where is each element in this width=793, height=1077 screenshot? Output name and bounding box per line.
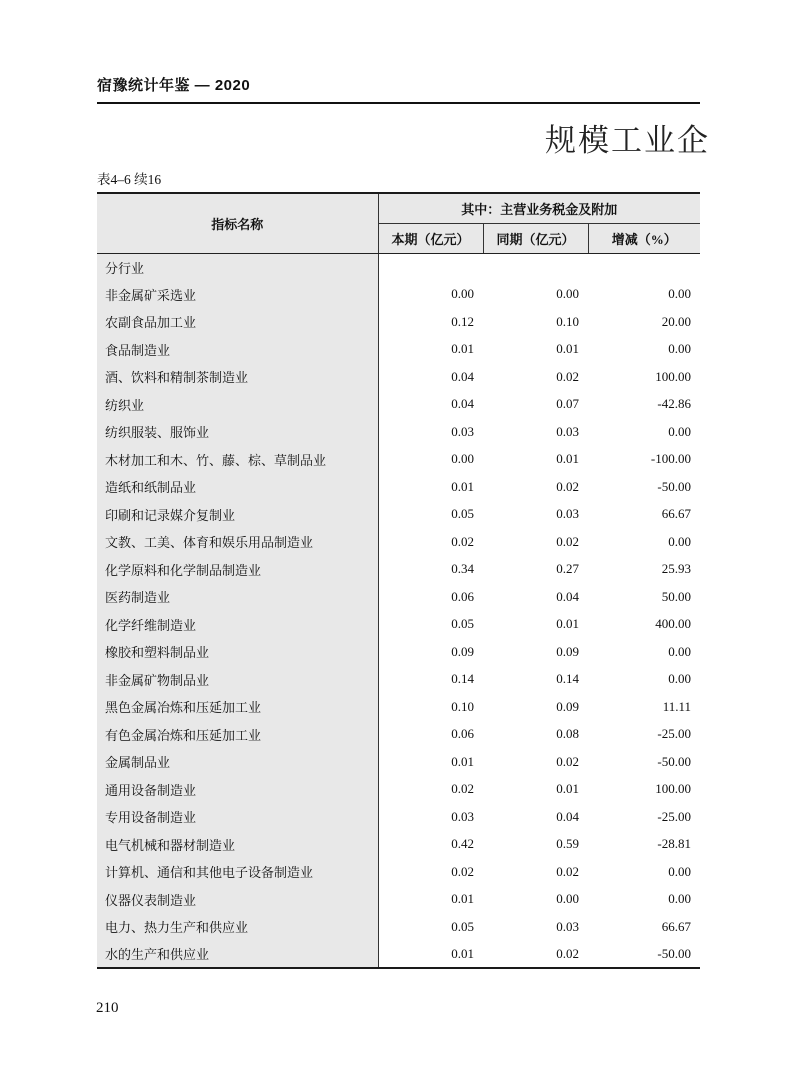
change-value-cell: -25.00 — [588, 803, 700, 831]
change-value-cell: 0.00 — [588, 281, 700, 309]
change-value-cell: 66.67 — [588, 501, 700, 529]
current-value-cell: 0.34 — [378, 556, 483, 584]
indicator-name-cell: 非金属矿采选业 — [97, 281, 378, 309]
table-row — [97, 941, 700, 969]
current-value-cell: 0.10 — [378, 693, 483, 721]
current-value-cell — [378, 253, 483, 281]
change-value-cell: -100.00 — [588, 446, 700, 474]
table-row — [97, 831, 700, 859]
indicator-name-cell: 专用设备制造业 — [97, 803, 378, 831]
current-value-cell: 0.02 — [378, 858, 483, 886]
indicator-name-cell: 仪器仪表制造业 — [97, 886, 378, 914]
table-row — [97, 858, 700, 886]
previous-value-cell: 0.01 — [483, 446, 588, 474]
previous-value-cell: 0.03 — [483, 418, 588, 446]
indicator-name-cell: 金属制品业 — [97, 748, 378, 776]
previous-value-cell: 0.14 — [483, 666, 588, 694]
change-value-cell: 0.00 — [588, 336, 700, 364]
current-value-cell: 0.42 — [378, 831, 483, 859]
current-value-cell: 0.01 — [378, 336, 483, 364]
current-value-cell: 0.03 — [378, 803, 483, 831]
change-value-cell: -28.81 — [588, 831, 700, 859]
table-row — [97, 418, 700, 446]
previous-value-cell: 0.27 — [483, 556, 588, 584]
indicator-name-cell: 非金属矿物制品业 — [97, 666, 378, 694]
indicator-name-cell: 纺织业 — [97, 391, 378, 419]
previous-value-cell: 0.01 — [483, 776, 588, 804]
table-row — [97, 446, 700, 474]
indicator-name-cell: 纺织服装、服饰业 — [97, 418, 378, 446]
change-value-cell: 0.00 — [588, 666, 700, 694]
current-value-cell: 0.01 — [378, 748, 483, 776]
table-row — [97, 391, 700, 419]
table-body — [97, 253, 700, 968]
change-value-cell: -50.00 — [588, 748, 700, 776]
indicator-name-cell: 医药制造业 — [97, 583, 378, 611]
current-value-cell: 0.01 — [378, 941, 483, 969]
current-value-cell: 0.14 — [378, 666, 483, 694]
change-value-cell: 50.00 — [588, 583, 700, 611]
previous-value-cell: 0.10 — [483, 308, 588, 336]
table-row — [97, 556, 700, 584]
indicator-name-cell: 黑色金属冶炼和压延加工业 — [97, 693, 378, 721]
previous-value-cell: 0.07 — [483, 391, 588, 419]
change-value-cell: 66.67 — [588, 913, 700, 941]
change-value-cell: 0.00 — [588, 418, 700, 446]
change-value-cell: 0.00 — [588, 638, 700, 666]
change-value-cell: -42.86 — [588, 391, 700, 419]
page-number: 210 — [96, 1000, 119, 1016]
indicator-name-cell: 有色金属冶炼和压延加工业 — [97, 721, 378, 749]
indicator-name-cell: 水的生产和供应业 — [97, 941, 378, 969]
change-value-cell: 20.00 — [588, 308, 700, 336]
current-value-cell: 0.02 — [378, 528, 483, 556]
table-row — [97, 666, 700, 694]
previous-value-cell: 0.00 — [483, 281, 588, 309]
table-row — [97, 501, 700, 529]
indicator-name-cell: 通用设备制造业 — [97, 776, 378, 804]
current-value-cell: 0.04 — [378, 391, 483, 419]
current-value-cell: 0.05 — [378, 913, 483, 941]
table-row — [97, 611, 700, 639]
previous-value-cell: 0.02 — [483, 858, 588, 886]
previous-value-cell: 0.59 — [483, 831, 588, 859]
previous-value-cell: 0.08 — [483, 721, 588, 749]
current-value-cell: 0.09 — [378, 638, 483, 666]
indicator-name-cell: 木材加工和木、竹、藤、棕、草制品业 — [97, 446, 378, 474]
page-title: 规模工业企 — [545, 123, 710, 158]
current-value-cell: 0.02 — [378, 776, 483, 804]
indicator-name-cell: 印刷和记录媒介复制业 — [97, 501, 378, 529]
previous-value-cell: 0.09 — [483, 693, 588, 721]
table-row — [97, 336, 700, 364]
current-value-cell: 0.12 — [378, 308, 483, 336]
same-period-header: 同期（亿元） — [483, 223, 588, 253]
previous-value-cell: 0.02 — [483, 528, 588, 556]
previous-value-cell: 0.03 — [483, 501, 588, 529]
current-period-header: 本期（亿元） — [378, 223, 483, 253]
table-caption: 表4–6 续16 — [97, 172, 162, 187]
change-value-cell: 0.00 — [588, 528, 700, 556]
table-row — [97, 528, 700, 556]
previous-value-cell: 0.04 — [483, 583, 588, 611]
stats-table — [97, 192, 700, 969]
current-value-cell: 0.06 — [378, 583, 483, 611]
current-value-cell: 0.00 — [378, 446, 483, 474]
change-value-cell: 0.00 — [588, 858, 700, 886]
current-value-cell: 0.04 — [378, 363, 483, 391]
change-value-cell: -50.00 — [588, 473, 700, 501]
indicator-name-cell: 农副食品加工业 — [97, 308, 378, 336]
table-row — [97, 308, 700, 336]
indicator-name-cell: 食品制造业 — [97, 336, 378, 364]
table-row — [97, 363, 700, 391]
change-value-cell: 0.00 — [588, 886, 700, 914]
indicator-name-cell: 化学原料和化学制品制造业 — [97, 556, 378, 584]
group-header: 其中：主营业务税金及附加 — [378, 193, 700, 223]
previous-value-cell: 0.01 — [483, 336, 588, 364]
indicator-name-header: 指标名称 — [97, 193, 378, 253]
indicator-name-cell: 化学纤维制造业 — [97, 611, 378, 639]
change-value-cell: 100.00 — [588, 776, 700, 804]
table-row — [97, 748, 700, 776]
table-header — [97, 193, 700, 253]
previous-value-cell: 0.04 — [483, 803, 588, 831]
previous-value-cell: 0.02 — [483, 363, 588, 391]
change-value-cell: 400.00 — [588, 611, 700, 639]
table-row — [97, 638, 700, 666]
table-row — [97, 281, 700, 309]
indicator-name-cell: 电气机械和器材制造业 — [97, 831, 378, 859]
table-row — [97, 803, 700, 831]
table-row — [97, 253, 700, 281]
change-value-cell: -50.00 — [588, 941, 700, 969]
change-percent-header: 增减（%） — [588, 223, 700, 253]
current-value-cell: 0.01 — [378, 886, 483, 914]
table-row — [97, 886, 700, 914]
indicator-name-cell: 造纸和纸制品业 — [97, 473, 378, 501]
previous-value-cell: 0.02 — [483, 473, 588, 501]
previous-value-cell: 0.02 — [483, 748, 588, 776]
previous-value-cell — [483, 253, 588, 281]
change-value-cell: -25.00 — [588, 721, 700, 749]
current-value-cell: 0.03 — [378, 418, 483, 446]
change-value-cell: 11.11 — [588, 693, 700, 721]
indicator-name-cell: 分行业 — [97, 253, 378, 281]
previous-value-cell: 0.00 — [483, 886, 588, 914]
change-value-cell: 100.00 — [588, 363, 700, 391]
previous-value-cell: 0.03 — [483, 913, 588, 941]
indicator-name-cell: 电力、热力生产和供应业 — [97, 913, 378, 941]
previous-value-cell: 0.01 — [483, 611, 588, 639]
table-row — [97, 583, 700, 611]
indicator-name-cell: 橡胶和塑料制品业 — [97, 638, 378, 666]
current-value-cell: 0.06 — [378, 721, 483, 749]
current-value-cell: 0.05 — [378, 611, 483, 639]
table-row — [97, 473, 700, 501]
previous-value-cell: 0.09 — [483, 638, 588, 666]
running-head: 宿豫统计年鉴 — 2020 — [97, 74, 700, 104]
table-row — [97, 776, 700, 804]
change-value-cell — [588, 253, 700, 281]
current-value-cell: 0.00 — [378, 281, 483, 309]
indicator-name-cell: 酒、饮料和精制茶制造业 — [97, 363, 378, 391]
indicator-name-cell: 计算机、通信和其他电子设备制造业 — [97, 858, 378, 886]
table-row — [97, 721, 700, 749]
table-row — [97, 693, 700, 721]
table-row — [97, 913, 700, 941]
current-value-cell: 0.01 — [378, 473, 483, 501]
previous-value-cell: 0.02 — [483, 941, 588, 969]
indicator-name-cell: 文教、工美、体育和娱乐用品制造业 — [97, 528, 378, 556]
current-value-cell: 0.05 — [378, 501, 483, 529]
change-value-cell: 25.93 — [588, 556, 700, 584]
